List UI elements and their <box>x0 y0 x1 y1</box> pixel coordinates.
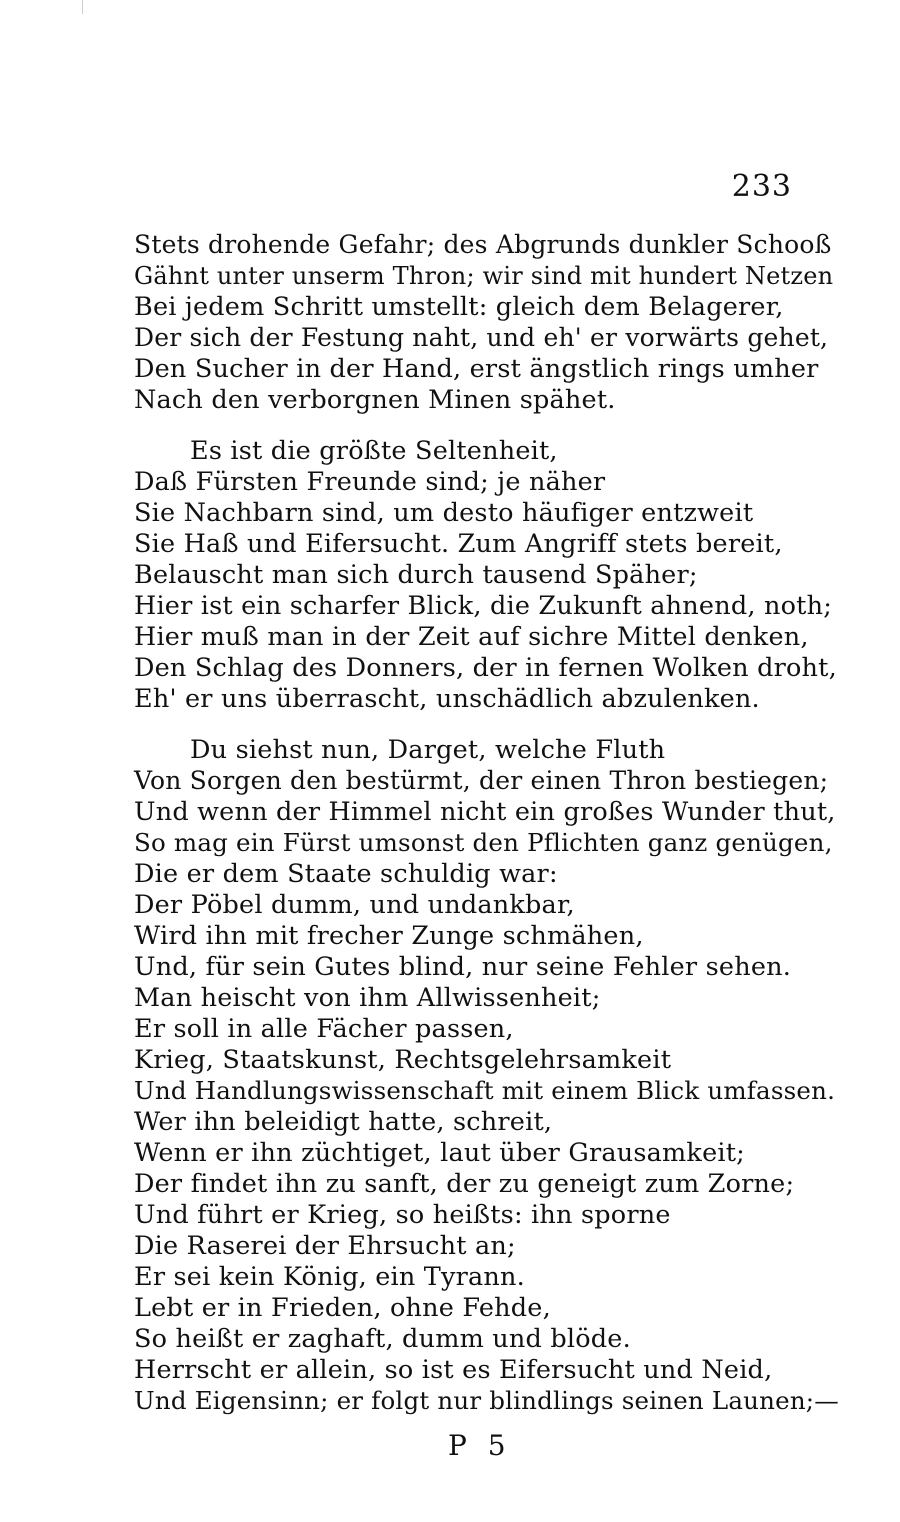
verse-line: Herrscht er allein, so ist es Eifersucht und Neid, <box>134 1355 773 1385</box>
verse-line: Wird ihn mit frecher Zunge schmähen, <box>134 921 644 951</box>
verse-line: Hier muß man in der Zeit auf sichre Mittel denken, <box>134 622 809 652</box>
verse-line: Man heischt von ihm Allwissenheit; <box>134 983 601 1013</box>
verse-line: Krieg, Staatskunst, Rechtsgelehrsamkeit <box>134 1045 672 1075</box>
verse-line: Die er dem Staate schuldig war: <box>134 859 558 889</box>
verse-line: Die Raserei der Ehrsucht an; <box>134 1231 516 1261</box>
verse-line: Der Pöbel dumm, und undankbar, <box>134 890 575 920</box>
verse-line: Sie Nachbarn sind, um desto häufiger entzweit <box>134 498 754 528</box>
verse-line: Den Schlag des Donners, der in fernen Wolken droht, <box>134 653 837 683</box>
verse-line: Wenn er ihn züchtiget, laut über Grausamkeit; <box>134 1138 745 1168</box>
verse-line: Und Eigensinn; er folgt nur blindlings seinen Launen;— <box>134 1386 839 1415</box>
verse-line: Der findet ihn zu sanft, der zu geneigt zum Zorne; <box>134 1169 795 1199</box>
page-number: 233 <box>731 169 792 204</box>
verse-line: Der sich der Festung naht, und eh' er vorwärts gehet, <box>134 323 829 352</box>
verse-line: Den Sucher in der Hand, erst ängstlich rings umher <box>134 354 819 384</box>
verse-line: Daß Fürsten Freunde sind; je näher <box>134 467 606 497</box>
verse-line: Wer ihn beleidigt hatte, schreit, <box>134 1107 553 1137</box>
verse-line: Belauscht man sich durch tausend Späher; <box>134 560 698 590</box>
verse-line: Von Sorgen den bestürmt, der einen Thron bestiegen; <box>134 766 829 795</box>
verse-line: Lebt er in Frieden, ohne Fehde, <box>134 1293 551 1323</box>
verse-line: Er soll in alle Fächer passen, <box>134 1014 514 1044</box>
verse-line: Bei jedem Schritt umstellt: gleich dem Belagerer, <box>134 292 784 322</box>
verse-line: So mag ein Fürst umsonst den Pflichten ganz genügen, <box>134 828 833 857</box>
verse-line: Er sei kein König, ein Tyrann. <box>134 1262 525 1292</box>
signature-mark: P 5 <box>448 1429 512 1462</box>
verse-line: Stets drohende Gefahr; des Abgrunds dunkler Schooß <box>134 230 832 259</box>
verse-line: Hier ist ein scharfer Blick, die Zukunft ahnend, noth; <box>134 591 832 621</box>
verse-line: Du siehst nun, Darget, welche Fluth <box>190 735 666 765</box>
verse-line: Es ist die größte Seltenheit, <box>190 436 558 466</box>
verse-line: Und wenn der Himmel nicht ein großes Wunder thut, <box>134 797 836 827</box>
verse-line: Und Handlungswissenschaft mit einem Blick umfassen. <box>134 1076 836 1105</box>
verse-line: Nach den verborgnen Minen spähet. <box>134 385 616 415</box>
verse-line: So heißt er zaghaft, dumm und blöde. <box>134 1324 631 1354</box>
verse-line: Und, für sein Gutes blind, nur seine Fehler sehen. <box>134 952 792 982</box>
margin-rule <box>82 0 83 14</box>
verse-line: Gähnt unter unserm Thron; wir sind mit hundert Netzen <box>134 262 834 290</box>
verse-line: Eh' er uns überrascht, unschädlich abzulenken. <box>134 684 760 714</box>
verse-line: Sie Haß und Eifersucht. Zum Angriff stets bereit, <box>134 529 783 559</box>
verse-line: Und führt er Krieg, so heißts: ihn sporne <box>134 1200 671 1230</box>
